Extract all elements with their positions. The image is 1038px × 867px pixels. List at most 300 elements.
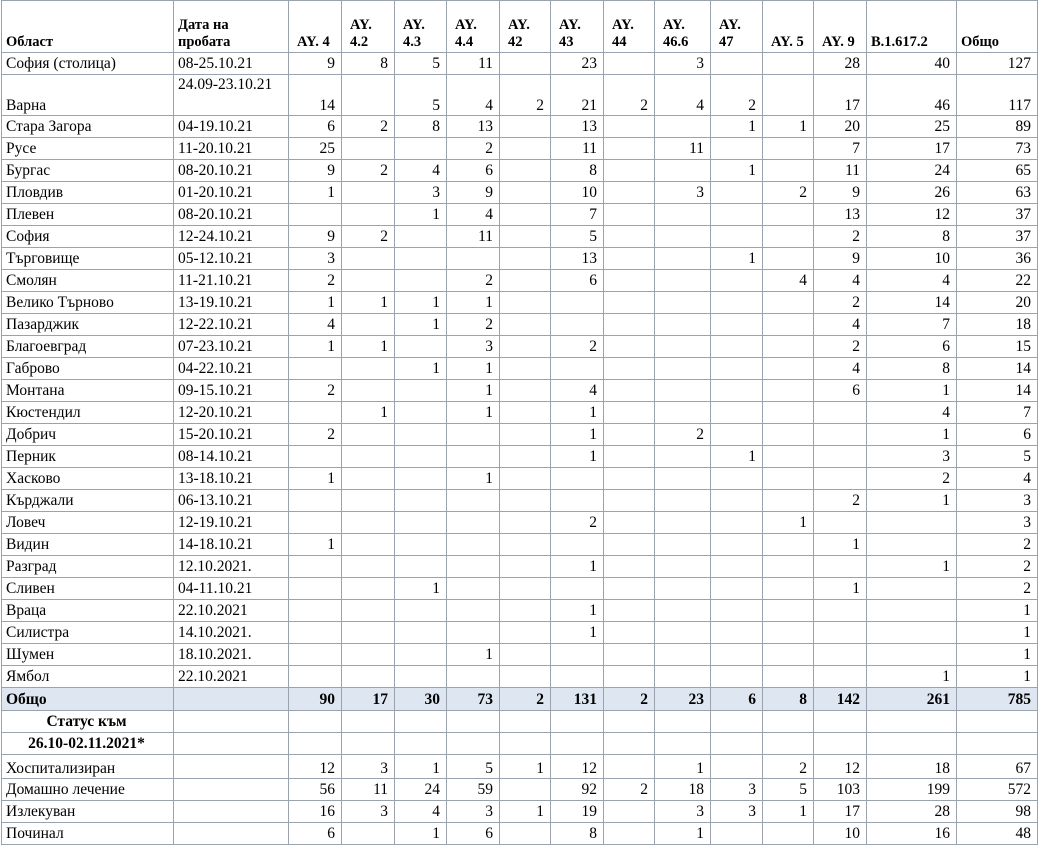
cell-value	[551, 666, 604, 688]
cell-value: 10	[814, 823, 867, 845]
cell-value	[604, 600, 655, 622]
table-row	[2, 424, 1038, 446]
cell-value	[342, 823, 395, 845]
cell-region: Ловеч	[2, 512, 174, 534]
cell-region: Хасково	[2, 468, 174, 490]
cell-date: 14.10.2021.	[174, 622, 289, 644]
empty-cell	[342, 711, 395, 733]
cell-date: 13-19.10.21	[174, 292, 289, 314]
cell-value	[763, 75, 814, 116]
cell-region: Варна	[2, 75, 174, 116]
status-row	[2, 779, 1038, 801]
cell-value	[447, 248, 500, 270]
cell-value: 4	[447, 204, 500, 226]
cell-value	[342, 314, 395, 336]
cell-value: 7	[867, 314, 957, 336]
cell-value: 2	[447, 270, 500, 292]
cell-value: 4	[867, 402, 957, 424]
cell-region: Стара Загора	[2, 116, 174, 138]
cell-value	[655, 600, 711, 622]
cell-value: 5	[395, 75, 447, 116]
cell-region: Враца	[2, 600, 174, 622]
cell-value	[395, 490, 447, 512]
cell-value	[711, 644, 763, 666]
header-b16172: B.1.617.2	[867, 1, 957, 53]
cell-value	[289, 644, 342, 666]
cell-date: 13-18.10.21	[174, 468, 289, 490]
cell-value: 90	[289, 688, 342, 711]
cell-value: 2	[342, 116, 395, 138]
cell-value	[655, 204, 711, 226]
cell-value	[604, 490, 655, 512]
cell-value	[763, 446, 814, 468]
cell-value	[763, 248, 814, 270]
cell-value: 56	[289, 779, 342, 801]
cell-value: 23	[551, 53, 604, 75]
cell-value	[342, 182, 395, 204]
cell-value	[763, 556, 814, 578]
cell-value	[289, 446, 342, 468]
cell-value: 1	[447, 358, 500, 380]
cell-value	[711, 402, 763, 424]
cell-value: 73	[447, 688, 500, 711]
cell-value: 5	[957, 446, 1038, 468]
cell-value	[604, 226, 655, 248]
cell-value: 3	[655, 53, 711, 75]
cell-value: 17	[814, 801, 867, 823]
empty-cell	[814, 733, 867, 755]
cell-date: 06-13.10.21	[174, 490, 289, 512]
cell-value: 3	[395, 182, 447, 204]
cell-value: 2	[655, 424, 711, 446]
cell-value: 9	[289, 226, 342, 248]
table-row	[2, 75, 1038, 116]
cell-value	[551, 314, 604, 336]
empty-cell	[551, 733, 604, 755]
cell-value	[395, 600, 447, 622]
cell-value: 22	[957, 270, 1038, 292]
cell-value	[500, 823, 551, 845]
cell-value	[604, 116, 655, 138]
cell-region: София (столица)	[2, 53, 174, 75]
cell-date	[174, 801, 289, 823]
cell-value	[500, 116, 551, 138]
cell-value: 17	[814, 75, 867, 116]
cell-value	[500, 600, 551, 622]
cell-value	[604, 292, 655, 314]
cell-date: 15-20.10.21	[174, 424, 289, 446]
cell-value	[500, 644, 551, 666]
empty-cell	[551, 711, 604, 733]
cell-value: 2	[500, 75, 551, 116]
cell-date: 01-20.10.21	[174, 182, 289, 204]
cell-region: Общо	[2, 688, 174, 711]
table-row	[2, 53, 1038, 75]
cell-date: 22.10.2021	[174, 600, 289, 622]
empty-cell	[342, 733, 395, 755]
cell-value: 1	[500, 801, 551, 823]
cell-value: 1	[395, 314, 447, 336]
cell-value	[500, 270, 551, 292]
cell-value	[604, 248, 655, 270]
cell-value: 1	[395, 755, 447, 779]
cell-value: 1	[957, 600, 1038, 622]
empty-cell	[867, 733, 957, 755]
cell-value	[763, 823, 814, 845]
cell-date: 04-19.10.21	[174, 116, 289, 138]
empty-cell	[604, 733, 655, 755]
cell-value	[500, 160, 551, 182]
cell-value: 1	[814, 578, 867, 600]
table-row	[2, 270, 1038, 292]
cell-value	[655, 226, 711, 248]
cell-value: 1	[447, 644, 500, 666]
cell-value: 6	[289, 823, 342, 845]
cell-value	[763, 666, 814, 688]
cell-value: 1	[655, 823, 711, 845]
cell-value: 2	[711, 75, 763, 116]
cell-value: 2	[814, 226, 867, 248]
cell-value: 1	[957, 666, 1038, 688]
cell-value	[342, 138, 395, 160]
cell-value: 37	[957, 226, 1038, 248]
cell-value: 13	[551, 116, 604, 138]
cell-value: 73	[957, 138, 1038, 160]
cell-value: 1	[957, 622, 1038, 644]
cell-value: 3	[957, 490, 1038, 512]
cell-value	[655, 380, 711, 402]
cell-value	[814, 644, 867, 666]
cell-value	[711, 270, 763, 292]
table-row	[2, 622, 1038, 644]
cell-value	[500, 578, 551, 600]
cell-value	[500, 779, 551, 801]
cell-value: 65	[957, 160, 1038, 182]
cell-value	[814, 556, 867, 578]
cell-value	[500, 138, 551, 160]
empty-cell	[174, 711, 289, 733]
cell-value: 14	[289, 75, 342, 116]
cell-value: 3	[342, 755, 395, 779]
cell-value	[447, 622, 500, 644]
cell-value	[655, 468, 711, 490]
table-row	[2, 138, 1038, 160]
cell-value: 2	[763, 182, 814, 204]
table-row	[2, 578, 1038, 600]
cell-value: 1	[289, 292, 342, 314]
cell-value	[395, 336, 447, 358]
cell-value	[604, 204, 655, 226]
cell-value: 3	[447, 336, 500, 358]
cell-region: Благоевград	[2, 336, 174, 358]
cell-region: Кърджали	[2, 490, 174, 512]
cell-value	[342, 600, 395, 622]
cell-value	[763, 578, 814, 600]
cell-value: 1	[867, 424, 957, 446]
cell-value	[867, 644, 957, 666]
cell-value: 4	[395, 160, 447, 182]
cell-value: 785	[957, 688, 1038, 711]
cell-value: 1	[395, 578, 447, 600]
cell-value: 89	[957, 116, 1038, 138]
cell-value	[289, 490, 342, 512]
cell-value	[711, 666, 763, 688]
header-ay4: AY. 4	[289, 1, 342, 53]
cell-value	[763, 468, 814, 490]
cell-value	[763, 380, 814, 402]
cell-value	[763, 204, 814, 226]
cell-value: 4	[447, 75, 500, 116]
cell-value: 8	[763, 688, 814, 711]
header-ay5: AY. 5	[763, 1, 814, 53]
cell-value: 9	[289, 160, 342, 182]
empty-cell	[174, 733, 289, 755]
cell-value: 11	[342, 779, 395, 801]
cell-value	[395, 138, 447, 160]
cell-region: Видин	[2, 534, 174, 556]
cell-value: 1	[763, 801, 814, 823]
cell-value	[711, 53, 763, 75]
table-row	[2, 556, 1038, 578]
cell-value: 3	[655, 182, 711, 204]
cell-value: 3	[867, 446, 957, 468]
empty-cell	[604, 711, 655, 733]
cell-value: 1	[867, 490, 957, 512]
cell-date: 08-20.10.21	[174, 160, 289, 182]
cell-value	[655, 490, 711, 512]
header-ay42: AY. 4.2	[342, 1, 395, 53]
cell-value	[763, 644, 814, 666]
cell-value: 4	[655, 75, 711, 116]
cell-value: 12	[551, 755, 604, 779]
cell-value	[447, 666, 500, 688]
cell-value	[655, 446, 711, 468]
header-ay43: AY. 4.3	[395, 1, 447, 53]
cell-value: 19	[551, 801, 604, 823]
cell-value: 24	[395, 779, 447, 801]
cell-value	[604, 358, 655, 380]
cell-value	[500, 53, 551, 75]
cell-value	[342, 380, 395, 402]
header-ay44b: AY. 44	[604, 1, 655, 53]
cell-value: 9	[447, 182, 500, 204]
cell-region: Монтана	[2, 380, 174, 402]
cell-region: Бургас	[2, 160, 174, 182]
cell-value	[551, 644, 604, 666]
table-row	[2, 402, 1038, 424]
cell-value	[342, 512, 395, 534]
cell-value	[655, 116, 711, 138]
cell-value	[655, 160, 711, 182]
cell-value	[604, 468, 655, 490]
cell-value: 3	[711, 801, 763, 823]
cell-value: 261	[867, 688, 957, 711]
cell-value	[711, 468, 763, 490]
empty-cell	[957, 733, 1038, 755]
cell-value	[711, 336, 763, 358]
cell-value: 10	[867, 248, 957, 270]
cell-value: 13	[814, 204, 867, 226]
cell-value	[395, 402, 447, 424]
cell-value: 2	[814, 336, 867, 358]
cell-value: 10	[551, 182, 604, 204]
cell-value: 8	[395, 116, 447, 138]
cell-value	[289, 358, 342, 380]
table-row	[2, 204, 1038, 226]
cell-region: Хоспитализиран	[2, 755, 174, 779]
cell-value: 13	[447, 116, 500, 138]
cell-value: 28	[814, 53, 867, 75]
cell-value: 2	[814, 292, 867, 314]
cell-value	[711, 358, 763, 380]
cell-value	[604, 53, 655, 75]
cell-value: 12	[814, 755, 867, 779]
status-row	[2, 823, 1038, 845]
cell-value: 11	[447, 226, 500, 248]
cell-value	[604, 182, 655, 204]
cell-value: 25	[289, 138, 342, 160]
cell-value: 1	[711, 160, 763, 182]
cell-value	[711, 182, 763, 204]
status-period: 26.10-02.11.2021*	[2, 733, 174, 755]
cell-value	[551, 578, 604, 600]
cell-value: 8	[551, 160, 604, 182]
cell-value: 1	[711, 248, 763, 270]
cell-value: 46	[867, 75, 957, 116]
empty-cell	[711, 711, 763, 733]
cell-date	[174, 823, 289, 845]
cell-value	[604, 160, 655, 182]
cell-date: 22.10.2021	[174, 666, 289, 688]
cell-value	[500, 182, 551, 204]
cell-value	[604, 270, 655, 292]
empty-cell	[655, 733, 711, 755]
cell-value	[342, 75, 395, 116]
cell-value: 2	[604, 779, 655, 801]
cell-value	[711, 622, 763, 644]
cell-value: 16	[289, 801, 342, 823]
header-ay43b: AY. 43	[551, 1, 604, 53]
cell-value	[447, 600, 500, 622]
cell-value	[500, 358, 551, 380]
cell-value	[814, 512, 867, 534]
cell-date: 14-18.10.21	[174, 534, 289, 556]
cell-value	[447, 424, 500, 446]
empty-cell	[447, 711, 500, 733]
cell-value: 1	[551, 402, 604, 424]
cell-value	[395, 226, 447, 248]
cell-value	[711, 226, 763, 248]
cell-value: 23	[655, 688, 711, 711]
cell-region: Смолян	[2, 270, 174, 292]
cell-value	[711, 600, 763, 622]
cell-value	[711, 578, 763, 600]
cell-value: 1	[289, 336, 342, 358]
cell-value	[711, 380, 763, 402]
cell-value	[604, 578, 655, 600]
table-row	[2, 292, 1038, 314]
cell-value: 1	[500, 755, 551, 779]
cell-value	[763, 226, 814, 248]
cell-value: 28	[867, 801, 957, 823]
cell-value	[711, 314, 763, 336]
cell-value: 1	[342, 292, 395, 314]
empty-cell	[289, 733, 342, 755]
cell-value	[395, 468, 447, 490]
cell-value	[342, 490, 395, 512]
cell-value: 40	[867, 53, 957, 75]
cell-value	[655, 336, 711, 358]
cell-value	[814, 402, 867, 424]
empty-cell	[395, 733, 447, 755]
cell-date: 11-20.10.21	[174, 138, 289, 160]
cell-value	[711, 138, 763, 160]
cell-value: 131	[551, 688, 604, 711]
status-period-row	[2, 733, 1038, 755]
cell-value: 3	[957, 512, 1038, 534]
cell-date: 07-23.10.21	[174, 336, 289, 358]
cell-value: 1	[289, 534, 342, 556]
cell-value	[447, 512, 500, 534]
cell-value: 2	[957, 556, 1038, 578]
cell-value: 14	[867, 292, 957, 314]
cell-value	[655, 556, 711, 578]
cell-date	[174, 779, 289, 801]
cell-value: 24	[867, 160, 957, 182]
cell-value	[655, 314, 711, 336]
cell-value: 20	[957, 292, 1038, 314]
cell-value: 2	[551, 512, 604, 534]
cell-value: 1	[867, 666, 957, 688]
cell-value	[711, 490, 763, 512]
cell-value: 6	[814, 380, 867, 402]
table-row	[2, 446, 1038, 468]
cell-value	[814, 424, 867, 446]
cell-value	[342, 270, 395, 292]
cell-value	[604, 755, 655, 779]
cell-date: 04-22.10.21	[174, 358, 289, 380]
cell-value: 11	[814, 160, 867, 182]
cell-value	[655, 292, 711, 314]
cell-value	[500, 666, 551, 688]
cell-value	[289, 578, 342, 600]
cell-region: Русе	[2, 138, 174, 160]
cell-value: 1	[551, 446, 604, 468]
cell-date: 09-15.10.21	[174, 380, 289, 402]
table-row	[2, 160, 1038, 182]
cell-value	[500, 622, 551, 644]
table-row	[2, 644, 1038, 666]
cell-value	[342, 358, 395, 380]
cell-value	[814, 446, 867, 468]
cell-value: 14	[957, 358, 1038, 380]
cell-value: 2	[604, 75, 655, 116]
cell-value: 1	[342, 402, 395, 424]
cell-value: 26	[867, 182, 957, 204]
cell-value	[655, 622, 711, 644]
header-ay47: AY. 47	[711, 1, 763, 53]
cell-value: 2	[500, 688, 551, 711]
cell-value	[500, 204, 551, 226]
cell-value	[604, 556, 655, 578]
cell-value	[604, 622, 655, 644]
cell-region: Шумен	[2, 644, 174, 666]
cell-region: Пловдив	[2, 182, 174, 204]
empty-cell	[289, 711, 342, 733]
table-row	[2, 512, 1038, 534]
cell-value: 3	[342, 801, 395, 823]
cell-value: 3	[711, 779, 763, 801]
